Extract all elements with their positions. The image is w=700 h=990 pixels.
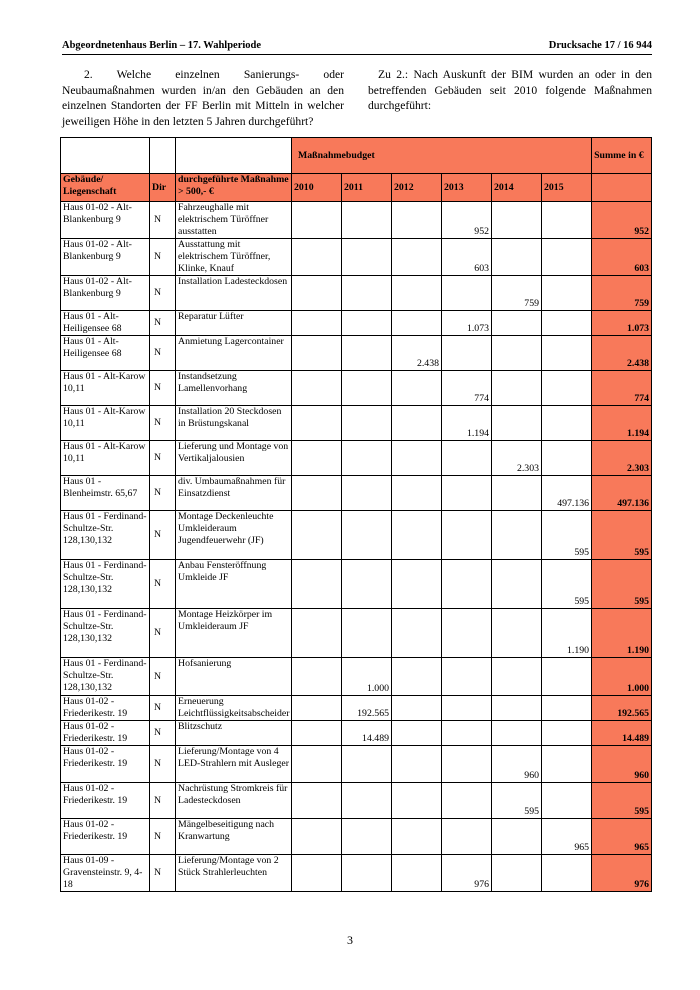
- measure-cell: Lieferung/Montage von 2 Stück Strahlerleuchten: [176, 855, 292, 892]
- value-cell: [442, 658, 492, 696]
- dir-cell: N: [150, 609, 176, 658]
- building-cell: Haus 01-09 - Gravensteinstr. 9, 4-18: [61, 855, 150, 892]
- sum-cell: 976: [592, 855, 652, 892]
- sum-header: Summe in €: [592, 138, 652, 174]
- value-cell: [542, 276, 592, 311]
- sum-cell: 965: [592, 819, 652, 855]
- value-cell: [492, 721, 542, 746]
- table-row: [61, 511, 652, 560]
- measure-cell: Installation Ladesteckdosen: [176, 276, 292, 311]
- header-empty: [150, 138, 176, 174]
- sum-cell: 1.190: [592, 609, 652, 658]
- value-cell: [342, 276, 392, 311]
- value-cell: [442, 441, 492, 476]
- value-cell: [442, 819, 492, 855]
- col-measure-header: durchgeführte Maßnahme > 500,- €: [176, 174, 292, 202]
- value-cell: [292, 721, 342, 746]
- value-cell: [542, 783, 592, 819]
- value-cell: [392, 746, 442, 783]
- value-cell: [542, 746, 592, 783]
- value-cell: [392, 658, 442, 696]
- table-row: [61, 560, 652, 609]
- value-cell: [342, 336, 392, 371]
- value-cell: 603: [442, 239, 492, 276]
- value-cell: [292, 658, 342, 696]
- value-cell: [392, 696, 442, 721]
- value-cell: [392, 855, 442, 892]
- dir-cell: N: [150, 336, 176, 371]
- value-cell: [342, 476, 392, 511]
- value-cell: [492, 696, 542, 721]
- building-cell: Haus 01 - Alt-Heiligensee 68: [61, 336, 150, 371]
- header-empty: [61, 138, 150, 174]
- measure-cell: Lieferung und Montage von Vertikaljalousien: [176, 441, 292, 476]
- value-cell: [492, 311, 542, 336]
- value-cell: 595: [492, 783, 542, 819]
- dir-cell: N: [150, 783, 176, 819]
- value-cell: [542, 658, 592, 696]
- measure-cell: Installation 20 Steckdosen in Brüstungskanal: [176, 406, 292, 441]
- table-row: [61, 239, 652, 276]
- sum-cell: 14.489: [592, 721, 652, 746]
- building-cell: Haus 01 - Alt-Karow 10,11: [61, 441, 150, 476]
- value-cell: [392, 819, 442, 855]
- year-header: 2010: [292, 174, 342, 202]
- sum-cell: 1.073: [592, 311, 652, 336]
- table-row: [61, 746, 652, 783]
- value-cell: [342, 406, 392, 441]
- value-cell: [292, 696, 342, 721]
- building-cell: Haus 01-02 - Alt-Blankenburg 9: [61, 202, 150, 239]
- value-cell: [292, 560, 342, 609]
- sum-header-cont: [592, 174, 652, 202]
- value-cell: [292, 819, 342, 855]
- value-cell: [392, 721, 442, 746]
- measures-table: [60, 137, 652, 892]
- dir-cell: N: [150, 311, 176, 336]
- value-cell: 2.303: [492, 441, 542, 476]
- value-cell: [442, 511, 492, 560]
- value-cell: 960: [492, 746, 542, 783]
- dir-cell: N: [150, 239, 176, 276]
- value-cell: 976: [442, 855, 492, 892]
- measure-cell: div. Umbaumaßnahmen für Einsatzdienst: [176, 476, 292, 511]
- value-cell: 965: [542, 819, 592, 855]
- measure-cell: Lieferung/Montage von 4 LED-Strahlern mit Ausleger: [176, 746, 292, 783]
- table-body: [61, 202, 652, 892]
- year-header: 2012: [392, 174, 442, 202]
- sum-cell: 2.438: [592, 336, 652, 371]
- header-left: Abgeordnetenhaus Berlin – 17. Wahlperiode: [62, 40, 262, 51]
- dir-cell: N: [150, 746, 176, 783]
- value-cell: [492, 202, 542, 239]
- table-row: [61, 721, 652, 746]
- dir-cell: N: [150, 406, 176, 441]
- table-row: [61, 696, 652, 721]
- year-header: 2014: [492, 174, 542, 202]
- value-cell: [342, 239, 392, 276]
- measure-cell: Blitzschutz: [176, 721, 292, 746]
- sum-cell: 497.136: [592, 476, 652, 511]
- sum-cell: 595: [592, 511, 652, 560]
- value-cell: [442, 696, 492, 721]
- table-row: [61, 202, 652, 239]
- value-cell: [292, 202, 342, 239]
- value-cell: [342, 371, 392, 406]
- measure-cell: Mängelbeseitigung nach Kranwartung: [176, 819, 292, 855]
- value-cell: [342, 511, 392, 560]
- page-number: 3: [347, 933, 353, 947]
- measure-cell: Nachrüstung Stromkreis für Ladesteckdosen: [176, 783, 292, 819]
- value-cell: [392, 239, 442, 276]
- building-cell: Haus 01-02 - Alt-Blankenburg 9: [61, 276, 150, 311]
- dir-cell: N: [150, 658, 176, 696]
- measure-cell: Fahrzeughalle mit elektrischem Türöffner ausstatten: [176, 202, 292, 239]
- value-cell: [542, 371, 592, 406]
- value-cell: [542, 239, 592, 276]
- sum-cell: 960: [592, 746, 652, 783]
- year-header: 2015: [542, 174, 592, 202]
- value-cell: [492, 819, 542, 855]
- value-cell: [542, 202, 592, 239]
- value-cell: [292, 476, 342, 511]
- col-dir-header: Dir: [150, 174, 176, 202]
- value-cell: [392, 511, 442, 560]
- value-cell: [292, 609, 342, 658]
- value-cell: [392, 371, 442, 406]
- value-cell: [392, 783, 442, 819]
- year-header: 2013: [442, 174, 492, 202]
- table-row: [61, 371, 652, 406]
- value-cell: [442, 609, 492, 658]
- value-cell: [392, 476, 442, 511]
- value-cell: [492, 476, 542, 511]
- dir-cell: N: [150, 476, 176, 511]
- sum-cell: 192.565: [592, 696, 652, 721]
- value-cell: 952: [442, 202, 492, 239]
- building-cell: Haus 01-02 - Friederikestr. 19: [61, 819, 150, 855]
- value-cell: [292, 311, 342, 336]
- building-cell: Haus 01 - Ferdinand-Schultze-Str. 128,130,132: [61, 658, 150, 696]
- page-header: [62, 40, 652, 55]
- sum-cell: 595: [592, 783, 652, 819]
- value-cell: [542, 721, 592, 746]
- value-cell: [292, 371, 342, 406]
- value-cell: 1.190: [542, 609, 592, 658]
- value-cell: [542, 311, 592, 336]
- value-cell: [292, 239, 342, 276]
- table-row: [61, 441, 652, 476]
- building-cell: Haus 01 - Alt-Karow 10,11: [61, 371, 150, 406]
- table-row: [61, 609, 652, 658]
- value-cell: [342, 202, 392, 239]
- value-cell: [492, 658, 542, 696]
- measure-cell: Montage Deckenleuchte Umkleideraum Jugendfeuerwehr (JF): [176, 511, 292, 560]
- table-row: [61, 406, 652, 441]
- dir-cell: N: [150, 276, 176, 311]
- building-cell: Haus 01-02 - Friederikestr. 19: [61, 746, 150, 783]
- value-cell: [342, 783, 392, 819]
- sum-cell: 2.303: [592, 441, 652, 476]
- budget-header: Maßnahmebudget: [292, 138, 592, 174]
- value-cell: 595: [542, 560, 592, 609]
- value-cell: [542, 441, 592, 476]
- measure-cell: Hofsanierung: [176, 658, 292, 696]
- dir-cell: N: [150, 202, 176, 239]
- col-building-header: Gebäude/ Liegenschaft: [61, 174, 150, 202]
- value-cell: 1.194: [442, 406, 492, 441]
- value-cell: [342, 609, 392, 658]
- value-cell: [542, 406, 592, 441]
- building-cell: Haus 01 - Alt-Karow 10,11: [61, 406, 150, 441]
- building-cell: Haus 01-02 - Friederikestr. 19: [61, 696, 150, 721]
- table-row: [61, 783, 652, 819]
- measure-cell: Anmietung Lagercontainer: [176, 336, 292, 371]
- table-row: [61, 336, 652, 371]
- measure-cell: Erneuerung Leichtflüssigkeitsabscheider: [176, 696, 292, 721]
- value-cell: [292, 855, 342, 892]
- value-cell: 1.000: [342, 658, 392, 696]
- value-cell: 497.136: [542, 476, 592, 511]
- value-cell: 14.489: [342, 721, 392, 746]
- value-cell: [392, 441, 442, 476]
- header-empty: [176, 138, 292, 174]
- value-cell: 759: [492, 276, 542, 311]
- building-cell: Haus 01 - Blenheimstr. 65,67: [61, 476, 150, 511]
- value-cell: [442, 560, 492, 609]
- value-cell: [492, 336, 542, 371]
- value-cell: [292, 783, 342, 819]
- value-cell: [392, 311, 442, 336]
- table-row: [61, 658, 652, 696]
- value-cell: [492, 239, 542, 276]
- table-row: [61, 855, 652, 892]
- value-cell: [342, 441, 392, 476]
- measure-cell: Reparatur Lüfter: [176, 311, 292, 336]
- question-text: 2. Welche einzelnen Sanierungs- oder Neubaumaßnahmen wurden in/an den Gebäuden an den einzelnen Standorten der FF Berlin mit Mitteln in welcher jeweiligen Höhe in den letzten 5 Jahren durchgeführt?: [62, 68, 344, 128]
- building-cell: Haus 01-02 - Friederikestr. 19: [61, 783, 150, 819]
- value-cell: [492, 609, 542, 658]
- dir-cell: N: [150, 855, 176, 892]
- value-cell: [292, 336, 342, 371]
- value-cell: [342, 560, 392, 609]
- dir-cell: N: [150, 371, 176, 406]
- building-cell: Haus 01-02 - Friederikestr. 19: [61, 721, 150, 746]
- dir-cell: N: [150, 819, 176, 855]
- measure-cell: Ausstattung mit elektrischem Türöffner, Klinke, Knauf: [176, 239, 292, 276]
- value-cell: [492, 371, 542, 406]
- value-cell: [442, 336, 492, 371]
- sum-cell: 595: [592, 560, 652, 609]
- value-cell: 774: [442, 371, 492, 406]
- value-cell: [342, 746, 392, 783]
- value-cell: [492, 511, 542, 560]
- dir-cell: N: [150, 696, 176, 721]
- value-cell: 2.438: [392, 336, 442, 371]
- answer-text: Zu 2.: Nach Auskunft der BIM wurden an oder in den betreffenden Gebäuden seit 2010 folgende Maßnahmen durchgeführt:: [368, 68, 652, 112]
- sum-cell: 774: [592, 371, 652, 406]
- year-header: 2011: [342, 174, 392, 202]
- building-cell: Haus 01 - Alt-Heiligensee 68: [61, 311, 150, 336]
- value-cell: [292, 511, 342, 560]
- building-cell: Haus 01 - Ferdinand-Schultze-Str. 128,130,132: [61, 511, 150, 560]
- dir-cell: N: [150, 721, 176, 746]
- table-row: [61, 819, 652, 855]
- building-cell: Haus 01 - Ferdinand-Schultze-Str. 128,130,132: [61, 609, 150, 658]
- sum-cell: 603: [592, 239, 652, 276]
- value-cell: [442, 476, 492, 511]
- value-cell: [442, 721, 492, 746]
- table-row: [61, 476, 652, 511]
- value-cell: [292, 406, 342, 441]
- building-cell: Haus 01-02 - Alt-Blankenburg 9: [61, 239, 150, 276]
- value-cell: [392, 202, 442, 239]
- value-cell: [492, 560, 542, 609]
- table-row: [61, 311, 652, 336]
- value-cell: [392, 560, 442, 609]
- value-cell: [342, 819, 392, 855]
- dir-cell: N: [150, 511, 176, 560]
- value-cell: [542, 855, 592, 892]
- value-cell: [342, 855, 392, 892]
- value-cell: [492, 855, 542, 892]
- value-cell: [492, 406, 542, 441]
- dir-cell: N: [150, 560, 176, 609]
- value-cell: [292, 276, 342, 311]
- value-cell: [442, 746, 492, 783]
- value-cell: [542, 696, 592, 721]
- sum-cell: 759: [592, 276, 652, 311]
- value-cell: [392, 609, 442, 658]
- value-cell: [292, 441, 342, 476]
- measure-cell: Montage Heizkörper im Umkleideraum JF: [176, 609, 292, 658]
- value-cell: [442, 783, 492, 819]
- table-row: [61, 276, 652, 311]
- header-right: Drucksache 17 / 16 944: [548, 40, 652, 51]
- dir-cell: N: [150, 441, 176, 476]
- measure-cell: Anbau Fensteröffnung Umkleide JF: [176, 560, 292, 609]
- sum-cell: 952: [592, 202, 652, 239]
- value-cell: [442, 276, 492, 311]
- building-cell: Haus 01 - Ferdinand-Schultze-Str. 128,130,132: [61, 560, 150, 609]
- value-cell: 595: [542, 511, 592, 560]
- value-cell: [342, 311, 392, 336]
- value-cell: 1.073: [442, 311, 492, 336]
- value-cell: [392, 276, 442, 311]
- sum-cell: 1.000: [592, 658, 652, 696]
- value-cell: 192.565: [342, 696, 392, 721]
- sum-cell: 1.194: [592, 406, 652, 441]
- measure-cell: Instandsetzung Lamellenvorhang: [176, 371, 292, 406]
- value-cell: [292, 746, 342, 783]
- value-cell: [392, 406, 442, 441]
- value-cell: [542, 336, 592, 371]
